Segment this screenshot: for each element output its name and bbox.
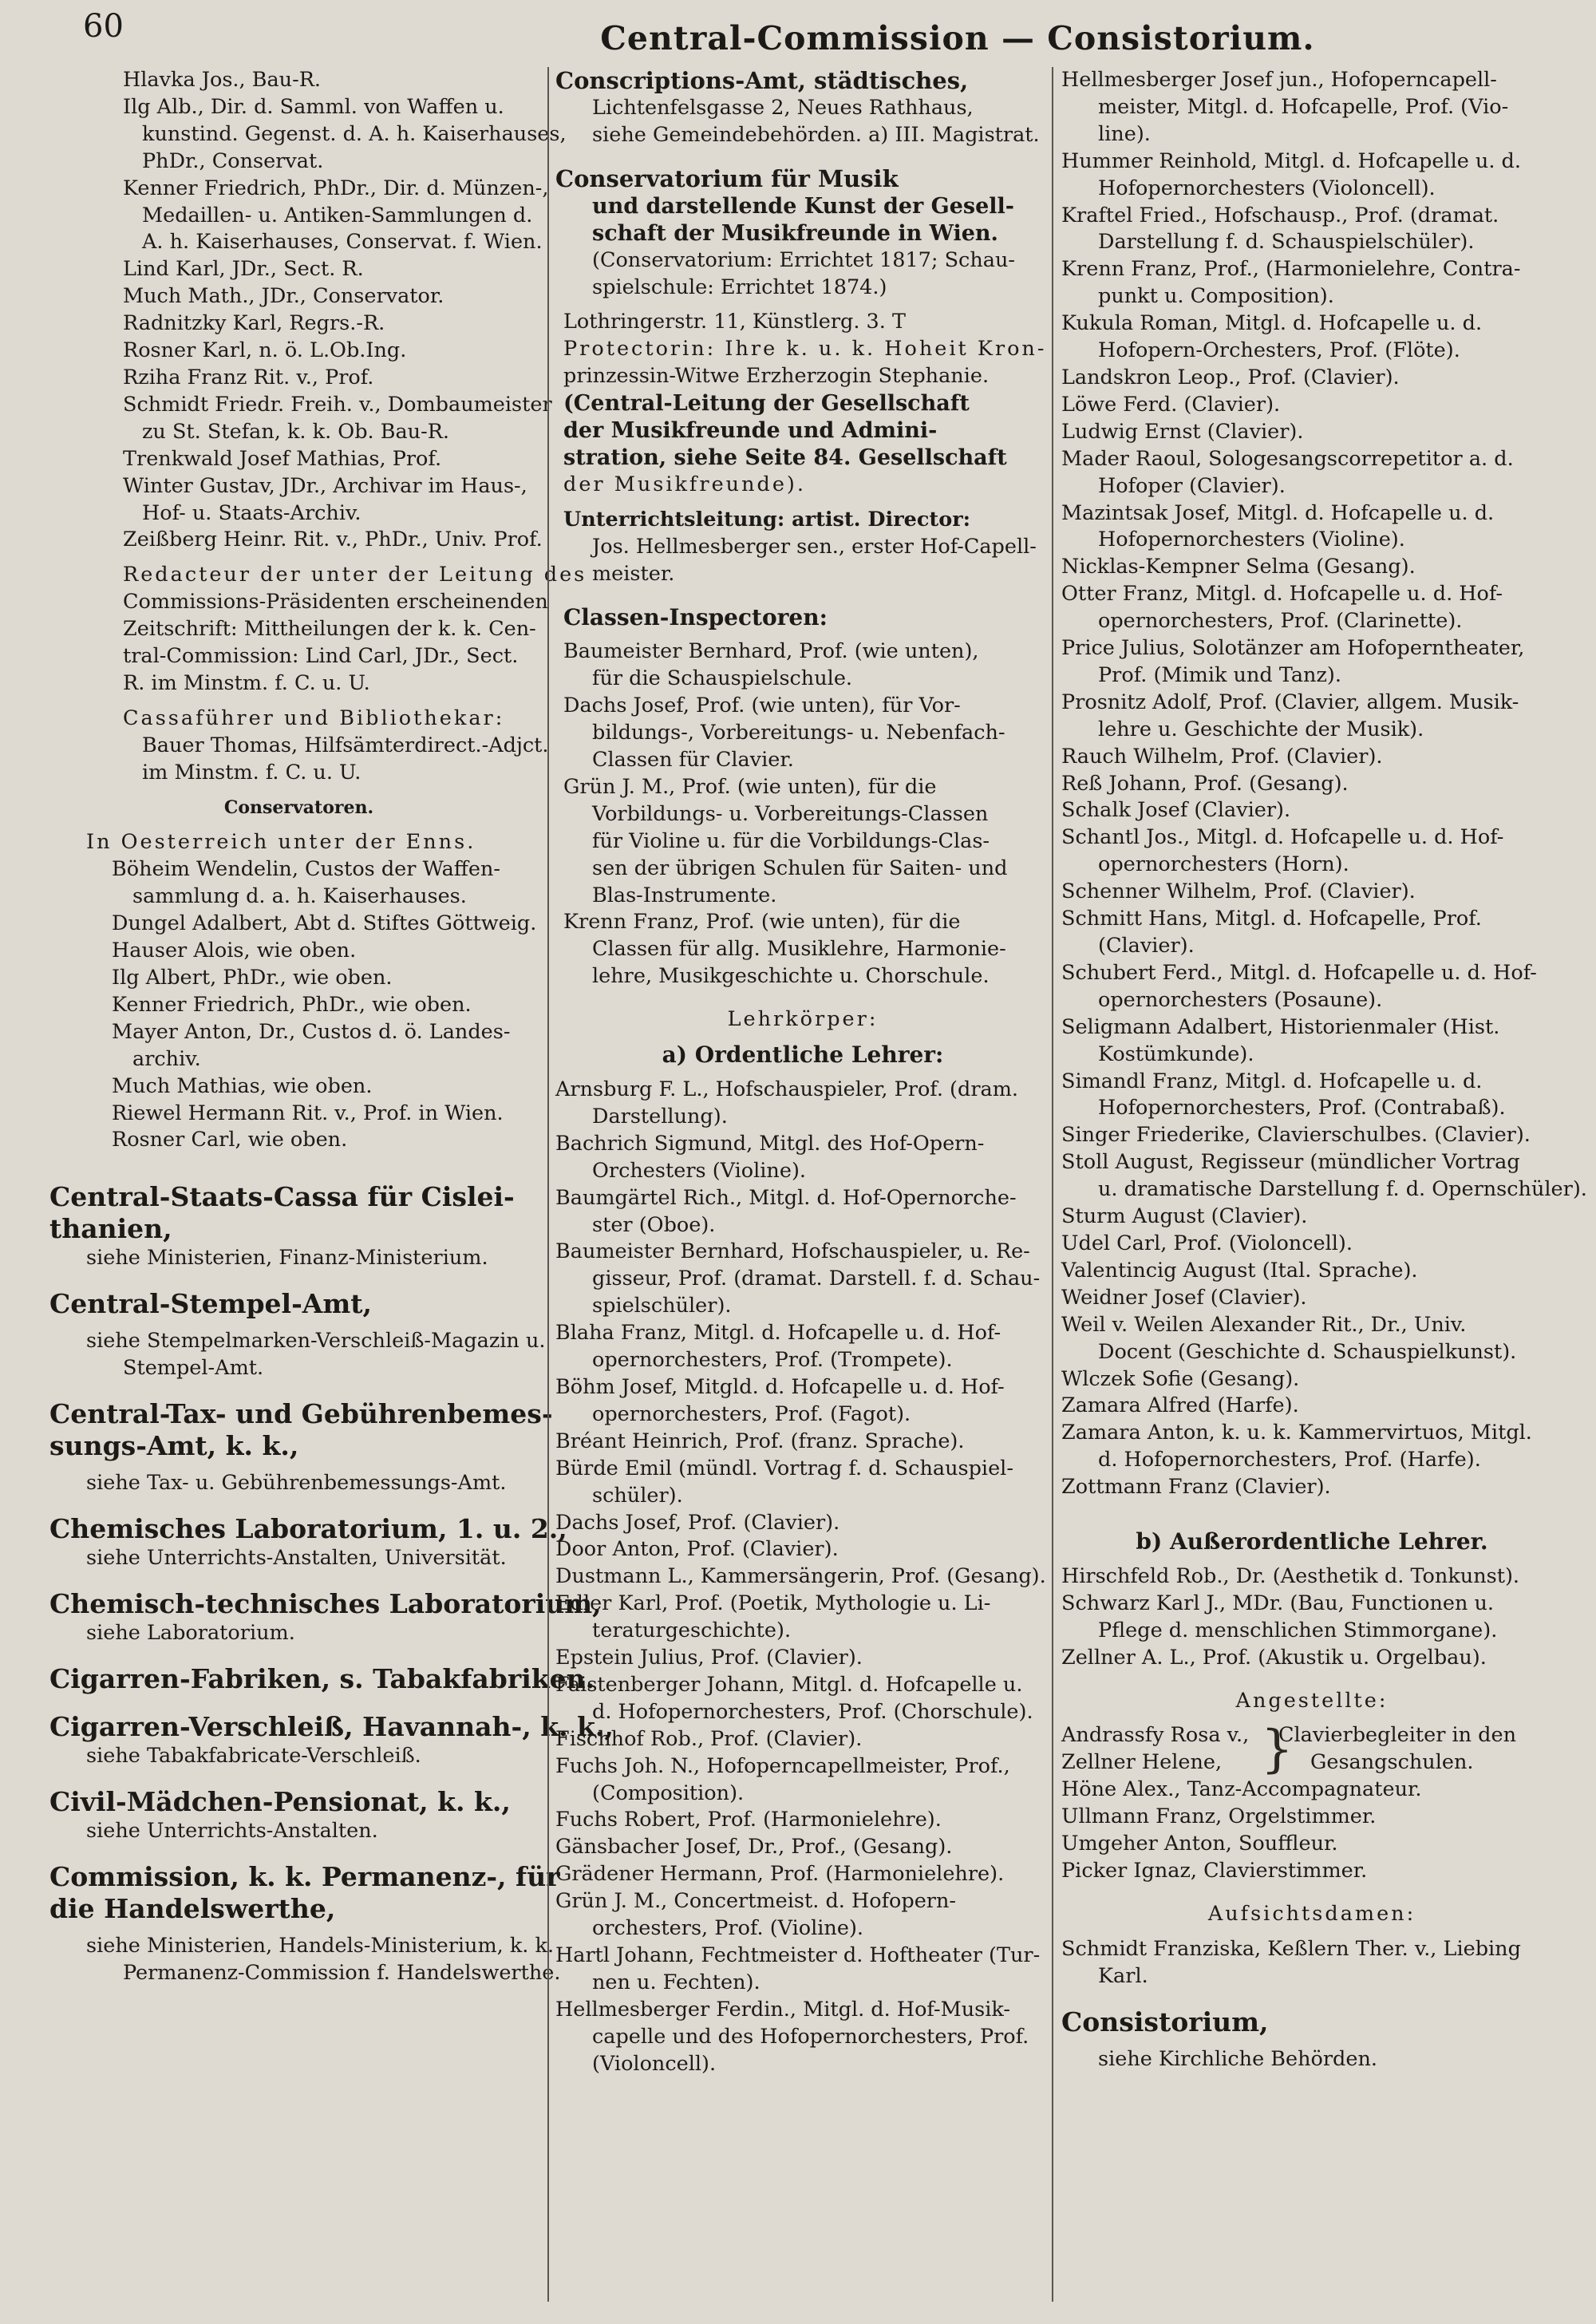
aufsicht-line: Schmidt Franziska, Keßlern Ther. v., Liebing xyxy=(1061,1936,1521,1961)
region-heading: In Oesterreich unter der Enns. xyxy=(86,830,476,855)
member-line: A. h. Kaiserhauses, Conservat. f. Wien. xyxy=(142,230,543,255)
lehrer-line: Mazintsak Josef, Mitgl. d. Hofcapelle u. d. xyxy=(1061,500,1495,525)
lehrer-line: capelle und des Hofopernorchesters, Prof. xyxy=(592,2024,1029,2049)
aufsichtsdamen-heading: Aufsichtsdamen: xyxy=(1207,1901,1416,1926)
lehrer-line: Prosnitz Adolf, Prof. (Clavier, allgem. Musik- xyxy=(1061,690,1519,714)
lehrer-line: punkt u. Composition). xyxy=(1098,284,1334,309)
inspector-line: für die Schauspielschule. xyxy=(592,666,853,691)
lehrer-line: Reß Johann, Prof. (Gesang). xyxy=(1061,771,1349,796)
lehrer-line: Bürde Emil (mündl. Vortrag f. d. Schauspiel- xyxy=(555,1456,1013,1480)
lehrer-line: Bréant Heinrich, Prof. (franz. Sprache). xyxy=(555,1429,965,1453)
member-line: Winter Gustav, JDr., Archivar im Haus-, xyxy=(123,473,527,498)
unterrichtsleitung-block xyxy=(555,507,1050,588)
lehrer-line: Schalk Josef (Clavier). xyxy=(1061,798,1291,823)
central-leitung-line: (Central-Leitung der Gesellschaft xyxy=(563,391,970,417)
lehrer-line: Edler Karl, Prof. (Poetik, Mythologie u. Li- xyxy=(555,1591,991,1616)
entry-chemisch-technisches xyxy=(49,1587,602,1647)
entry-conscriptions-amt xyxy=(555,67,1050,149)
lehrer-line: Darstellung f. d. Schauspielschüler). xyxy=(1098,230,1475,255)
member-line: Kenner Friedrich, PhDr., Dir. d. Münzen-, xyxy=(123,176,549,200)
member-line: Lind Karl, JDr., Sect. R. xyxy=(123,257,364,282)
member-line: Ilg Alb., Dir. d. Samml. von Waffen u. xyxy=(123,94,504,119)
lehrer-line: Valentincig August (Ital. Sprache). xyxy=(1061,1258,1418,1283)
running-title: Central-Commission — Consistorium. xyxy=(600,19,1315,57)
lehrer-line: (Composition). xyxy=(592,1781,745,1805)
address-line: Lothringerstr. 11, Künstlerg. 3. T xyxy=(563,310,907,334)
protectorin-line: Protectorin: Ihre k. u. k. Hoheit Kron- xyxy=(563,337,1047,362)
lehrer-line: Hofopern-Orchesters, Prof. (Flöte). xyxy=(1098,338,1460,363)
lehrer-line: Grün J. M., Concertmeist. d. Hofopern- xyxy=(555,1889,957,1914)
lehrer-line: opernorchesters, Prof. (Trompete). xyxy=(592,1348,953,1373)
entry-title: Central-Tax- und Gebührenbemes- xyxy=(49,1398,553,1430)
entry-line: Lichtenfelsgasse 2, Neues Rathhaus, xyxy=(592,96,974,120)
entry-title: Consistorium, xyxy=(1061,2006,1269,2037)
lehrer-line: Stoll August, Regisseur (mündlicher Vortrag xyxy=(1061,1150,1520,1175)
lehrer-line: Epstein Julius, Prof. (Clavier). xyxy=(555,1646,863,1670)
angestellte-line: Picker Ignaz, Clavierstimmer. xyxy=(1061,1859,1368,1883)
entry-line: Permanenz-Commission f. Handelswerthe. xyxy=(123,1960,561,1985)
lehrer-line: (Clavier). xyxy=(1098,934,1195,958)
lehrer-line: line). xyxy=(1098,121,1151,146)
angestellte-name: Zellner Helene, xyxy=(1061,1750,1223,1775)
aufsichtsdamen-list xyxy=(1061,1936,1562,1990)
lehrer-line: Grädener Hermann, Prof. (Harmonielehre). xyxy=(555,1862,1005,1887)
redacteur-line: Commissions-Präsidenten erscheinenden xyxy=(123,590,548,615)
entry-cigarren-fabriken xyxy=(49,1662,595,1695)
lehrer-line: Hofopernorchesters (Violine). xyxy=(1098,528,1405,552)
ausserordentliche-list xyxy=(1061,1563,1562,1672)
inspector-line: Baumeister Bernhard, Prof. (wie unten), xyxy=(563,639,979,664)
inspector-line: bildungs-, Vorbereitungs- u. Nebenfach- xyxy=(592,721,1005,745)
lehrer-line: Hofopernorchesters, Prof. (Contrabaß). xyxy=(1098,1096,1506,1120)
column-middle xyxy=(547,67,1050,2302)
lehrer-line: Zottmann Franz (Clavier). xyxy=(1061,1475,1331,1500)
lehrer-line: teraturgeschichte). xyxy=(592,1618,792,1643)
lehrer-line: Rauch Wilhelm, Prof. (Clavier). xyxy=(1061,744,1383,769)
redacteur-block xyxy=(49,562,587,698)
angestellte-name: Andrassfy Rosa v., xyxy=(1061,1723,1250,1748)
lehrer-line: ster (Oboe). xyxy=(592,1212,716,1237)
inspector-line: Grün J. M., Prof. (wie unten), für die xyxy=(563,774,937,799)
lehrer-line: Landskron Leop., Prof. (Clavier). xyxy=(1061,365,1400,389)
angestellte-role: Gesangschulen. xyxy=(1310,1750,1474,1775)
entry-title-cont: die Handelswerthe, xyxy=(49,1892,336,1924)
entry-central-staats-cassa xyxy=(49,1181,548,1272)
inspectoren-list xyxy=(555,638,1050,990)
lehrer-line: Wlczek Sofie (Gesang). xyxy=(1061,1366,1300,1391)
conservatoren-list xyxy=(49,856,548,1154)
conservator-line: Riewel Hermann Rit. v., Prof. in Wien. xyxy=(112,1101,504,1125)
commission-members xyxy=(49,67,567,554)
conservator-line: archiv. xyxy=(132,1046,201,1071)
lehrer-line: Hofopernorchesters (Violoncell). xyxy=(1098,176,1436,200)
central-leitung-line: stration, siehe Seite 84. Gesellschaft xyxy=(563,445,1007,470)
section-heading-conservatoren: Conservatoren. xyxy=(223,796,374,818)
lehrer-line: Otter Franz, Mitgl. d. Hofcapelle u. d. Hof- xyxy=(1061,582,1503,607)
inspector-line: Blas-Instrumente. xyxy=(592,883,777,907)
lehrer-line: Weil v. Weilen Alexander Rit., Dr., Univ. xyxy=(1061,1312,1467,1337)
lehrer-line: Docent (Geschichte d. Schauspielkunst). xyxy=(1098,1339,1517,1364)
conservator-line: Much Mathias, wie oben. xyxy=(112,1073,373,1098)
lehrer-line: Zamara Anton, k. u. k. Kammervirtuos, Mitgl. xyxy=(1061,1421,1532,1445)
lehrer-line: Singer Friederike, Clavierschulbes. (Clavier). xyxy=(1061,1123,1531,1148)
lehrer-line: Kraftel Fried., Hofschausp., Prof. (dramat. xyxy=(1061,203,1499,227)
lehrer-line: Ludwig Ernst (Clavier). xyxy=(1061,419,1304,444)
entry-line: siehe Ministerien, Finanz-Ministerium. xyxy=(86,1246,488,1271)
lehrer-line: Kostümkunde). xyxy=(1098,1041,1254,1066)
cassa-block xyxy=(49,706,548,787)
lehrer-line: Fuchs Robert, Prof. (Harmonielehre). xyxy=(555,1808,942,1832)
entry-line: siehe Tax- u. Gebührenbemessungs-Amt. xyxy=(86,1471,507,1496)
lehrer-line: Mader Raoul, Sologesangscorrepetitor a. d. xyxy=(1061,446,1514,471)
conservator-line: Hauser Alois, wie oben. xyxy=(112,939,357,963)
entry-line: siehe Laboratorium. xyxy=(86,1620,295,1645)
inspector-line: Classen für Clavier. xyxy=(592,748,794,773)
entry-title: Conservatorium für Musik xyxy=(555,164,899,192)
lehrer-line: meister, Mitgl. d. Hofcapelle, Prof. (Vio- xyxy=(1098,94,1509,119)
column-right xyxy=(1052,67,1587,2302)
entry-title: Chemisch-technisches Laboratorium, xyxy=(49,1587,602,1619)
entry-central-stempel-amt xyxy=(49,1288,548,1382)
angestellte-line: Umgeher Anton, Souffleur. xyxy=(1061,1832,1338,1856)
redacteur-line: R. im Minstm. f. C. u. U. xyxy=(123,670,370,695)
lehrer-line: Pflege d. menschlichen Stimmorgane). xyxy=(1098,1618,1498,1642)
central-leitung-line: der Musikfreunde). xyxy=(563,472,806,496)
lehrer-line: Dachs Josef, Prof. (Clavier). xyxy=(555,1510,840,1535)
entry-cigarren-verschleiss xyxy=(49,1710,614,1770)
lehrer-line: u. dramatische Darstellung f. d. Opernschüler). xyxy=(1098,1177,1587,1202)
member-line: PhDr., Conservat. xyxy=(142,148,324,173)
lehrer-line: Hellmesberger Josef jun., Hofoperncapell- xyxy=(1061,68,1497,92)
inspector-line: für Violine u. für die Vorbildungs-Clas- xyxy=(592,828,990,853)
inspectoren-heading: Classen-Inspectoren: xyxy=(563,603,828,630)
conservator-line: Böheim Wendelin, Custos der Waffen- xyxy=(112,857,501,882)
cassa-line: Cassaführer und Bibliothekar: xyxy=(123,706,505,730)
member-line: Schmidt Friedr. Freih. v., Dombaumeister xyxy=(123,392,552,417)
entry-title: Chemisches Laboratorium, 1. u. 2., xyxy=(49,1512,567,1544)
lehrer-line: Zellner A. L., Prof. (Akustik u. Orgelbau). xyxy=(1061,1645,1487,1670)
conservator-line: sammlung d. a. h. Kaiserhauses. xyxy=(132,884,467,909)
clavierbegleiter-group xyxy=(1061,1720,1562,1780)
entry-line: siehe Kirchliche Behörden. xyxy=(1098,2046,1378,2071)
unterricht-line: Jos. Hellmesberger sen., erster Hof-Capell- xyxy=(592,534,1037,559)
entry-line: (Conservatorium: Errichtet 1817; Schau- xyxy=(592,247,1016,272)
entry-title: Cigarren-Verschleiß, Havannah-, k. k., xyxy=(49,1710,614,1742)
member-line: Rziha Franz Rit. v., Prof. xyxy=(123,365,374,389)
entry-title: Central-Stempel-Amt, xyxy=(49,1288,373,1320)
page-number: 60 xyxy=(83,8,124,45)
entry-chemisches-laboratorium xyxy=(49,1512,567,1572)
aufsicht-line: Karl. xyxy=(1098,1963,1148,1988)
entry-central-tax-amt xyxy=(49,1398,553,1497)
entry-conservatorium xyxy=(555,165,1050,499)
lehrer-line: Löwe Ferd. (Clavier). xyxy=(1061,392,1281,417)
lehrer-line: Hellmesberger Ferdin., Mitgl. d. Hof-Musik- xyxy=(555,1997,1010,2022)
lehrer-line: Schwarz Karl J., MDr. (Bau, Functionen u. xyxy=(1061,1591,1495,1615)
ausserordentliche-heading: b) Außerordentliche Lehrer. xyxy=(1136,1528,1488,1555)
member-line: Rosner Karl, n. ö. L.Ob.Ing. xyxy=(123,338,407,363)
entry-title: Commission, k. k. Permanenz-, für xyxy=(49,1860,560,1892)
entry-civil-maedchen-pensionat xyxy=(49,1786,548,1845)
angestellte-role: Clavierbegleiter in den xyxy=(1278,1723,1517,1748)
lehrer-line: Faistenberger Johann, Mitgl. d. Hofcapelle u. xyxy=(555,1672,1023,1697)
lehrer-line: (Violoncell). xyxy=(592,2051,717,2076)
conservator-line: Ilg Albert, PhDr., wie oben. xyxy=(112,966,393,990)
lehrer-line: Hirschfeld Rob., Dr. (Aesthetik d. Tonkunst). xyxy=(1061,1563,1520,1588)
lehrer-line: Hummer Reinhold, Mitgl. d. Hofcapelle u. d. xyxy=(1061,148,1521,173)
lehrer-line: Door Anton, Prof. (Clavier). xyxy=(555,1537,839,1562)
ordentliche-lehrer-list xyxy=(555,1077,1050,2078)
member-line: Zeißberg Heinr. Rit. v., PhDr., Univ. Prof. xyxy=(123,528,543,552)
lehrer-line: Arnsburg F. L., Hofschauspieler, Prof. (dram. xyxy=(555,1077,1019,1101)
inspector-line: sen der übrigen Schulen für Saiten- und xyxy=(592,856,1008,880)
lehrer-line: Schantl Jos., Mitgl. d. Hofcapelle u. d. Hof- xyxy=(1061,825,1504,850)
column-left xyxy=(49,67,614,2302)
lehrer-line: Hofoper (Clavier). xyxy=(1098,473,1286,498)
lehrer-line: Dustmann L., Kammersängerin, Prof. (Gesang). xyxy=(555,1564,1046,1589)
entry-title: Civil-Mädchen-Pensionat, k. k., xyxy=(49,1785,511,1817)
lehrkoerper-heading: Lehrkörper: xyxy=(727,1007,879,1032)
entry-title: Central-Staats-Cassa für Cislei- xyxy=(49,1181,515,1213)
lehrer-line: Böhm Josef, Mitgld. d. Hofcapelle u. d. Hof- xyxy=(555,1374,1005,1399)
lehrer-line: d. Hofopernorchesters, Prof. (Harfe). xyxy=(1098,1448,1481,1472)
lehrer-line: Weidner Josef (Clavier). xyxy=(1061,1285,1307,1310)
entry-line: siehe Unterrichts-Anstalten, Universität. xyxy=(86,1545,507,1570)
entry-subtitle: schaft der Musikfreunde in Wien. xyxy=(592,220,998,246)
lehrer-line: Fuchs Joh. N., Hofoperncapellmeister, Prof., xyxy=(555,1753,1010,1778)
lehrer-line: nen u. Fechten). xyxy=(592,1970,760,1994)
lehrer-line: Blaha Franz, Mitgl. d. Hofcapelle u. d. Hof- xyxy=(555,1321,1001,1346)
lehrer-line: Schenner Wilhelm, Prof. (Clavier). xyxy=(1061,879,1416,904)
entry-line: siehe Ministerien, Handels-Ministerium, k. k. xyxy=(86,1933,555,1958)
angestellte-line: Ullmann Franz, Orgelstimmer. xyxy=(1061,1804,1377,1829)
lehrer-line: Hartl Johann, Fechtmeister d. Hoftheater (Tur- xyxy=(555,1943,1041,1967)
lehrer-line: Baumeister Bernhard, Hofschauspieler, u. Re- xyxy=(555,1239,1030,1264)
entry-line: siehe Tabakfabricate-Verschleiß. xyxy=(86,1743,421,1768)
angestellte-line: Höne Alex., Tanz-Accompagnateur. xyxy=(1061,1777,1422,1802)
lehrer-line: Seligmann Adalbert, Historienmaler (Hist. xyxy=(1061,1014,1500,1039)
lehrer-line: spielschüler). xyxy=(592,1294,732,1318)
lehrer-line: Price Julius, Solotänzer am Hofoperntheater, xyxy=(1061,636,1525,661)
member-line: Much Math., JDr., Conservator. xyxy=(123,284,444,309)
brace-glyph: } xyxy=(1261,1720,1294,1780)
lehrer-line: Kukula Roman, Mitgl. d. Hofcapelle u. d. xyxy=(1061,311,1483,336)
inspector-line: Dachs Josef, Prof. (wie unten), für Vor- xyxy=(563,694,961,718)
lehrer-line: gisseur, Prof. (dramat. Darstell. f. d. Schau- xyxy=(592,1267,1041,1291)
member-line: Radnitzky Karl, Regrs.-R. xyxy=(123,311,385,336)
lehrer-line: Schmitt Hans, Mitgl. d. Hofcapelle, Prof. xyxy=(1061,907,1482,931)
angestellte-heading: Angestellte: xyxy=(1235,1688,1389,1713)
cassa-line: im Minstm. f. C. u. U. xyxy=(142,760,361,785)
lehrer-line: Prof. (Mimik und Tanz). xyxy=(1098,662,1341,687)
conservator-line: Rosner Carl, wie oben. xyxy=(112,1128,348,1152)
lehrer-line: opernorchesters, Prof. (Clarinette). xyxy=(1098,609,1463,634)
entry-title: Conscriptions-Amt, städtisches, xyxy=(555,67,969,94)
entry-consistorium xyxy=(1061,2006,1562,2073)
inspector-line: Classen für allg. Musiklehre, Harmonie- xyxy=(592,937,1006,962)
lehrer-line: Udel Carl, Prof. (Violoncell). xyxy=(1061,1231,1353,1255)
unterricht-line: Unterrichtsleitung: artist. Director: xyxy=(563,507,971,532)
entry-line: siehe Unterrichts-Anstalten. xyxy=(86,1818,378,1843)
entry-commission-permanenz xyxy=(49,1860,561,1987)
lehrer-line: Baumgärtel Rich., Mitgl. d. Hof-Opernorche- xyxy=(555,1185,1017,1210)
inspector-line: Vorbildungs- u. Vorbereitungs-Classen xyxy=(592,801,989,826)
entry-line: Stempel-Amt. xyxy=(123,1356,264,1381)
protectorin-line: prinzessin-Witwe Erzherzogin Stephanie. xyxy=(563,364,990,389)
entry-line: spielschule: Errichtet 1874.) xyxy=(592,275,887,299)
lehrer-line: Gänsbacher Josef, Dr., Prof., (Gesang). xyxy=(555,1835,953,1860)
member-line: kunstind. Gegenst. d. A. h. Kaiserhauses, xyxy=(142,121,567,146)
lehrer-line: Zamara Alfred (Harfe). xyxy=(1061,1393,1299,1418)
entry-title-cont: thanien, xyxy=(49,1213,172,1245)
lehrer-line: opernorchesters, Prof. (Fagot). xyxy=(592,1401,911,1426)
ordentliche-lehrer-list-cont xyxy=(1061,67,1587,1501)
lehrer-line: Fischhof Rob., Prof. (Clavier). xyxy=(555,1726,863,1751)
unterricht-line: meister. xyxy=(592,561,675,586)
inspector-line: lehre, Musikgeschichte u. Chorschule. xyxy=(592,964,990,989)
redacteur-line: Zeitschrift: Mittheilungen der k. k. Cen- xyxy=(123,617,536,642)
lehrer-line: opernorchesters (Horn). xyxy=(1098,852,1349,877)
lehrer-line: Darstellung). xyxy=(592,1104,728,1128)
entry-line: siehe Stempelmarken-Verschleiß-Magazin u. xyxy=(86,1329,546,1354)
member-line: Trenkwald Josef Mathias, Prof. xyxy=(123,446,442,471)
member-line: Hof- u. Staats-Archiv. xyxy=(142,500,361,525)
member-line: Medaillen- u. Antiken-Sammlungen d. xyxy=(142,203,533,227)
redacteur-line: Redacteur der unter der Leitung des xyxy=(123,563,587,587)
lehrer-line: Schubert Ferd., Mitgl. d. Hofcapelle u. d. Hof- xyxy=(1061,960,1537,985)
angestellte-list xyxy=(1061,1777,1562,1885)
ordentliche-heading: a) Ordentliche Lehrer: xyxy=(662,1041,944,1069)
lehrer-line: Orchesters (Violine). xyxy=(592,1158,806,1183)
cassa-line: Bauer Thomas, Hilfsämterdirect.-Adjct. xyxy=(142,733,549,757)
entry-title-cont: sungs-Amt, k. k., xyxy=(49,1430,299,1462)
lehrer-line: schüler). xyxy=(592,1483,683,1508)
conservator-line: Mayer Anton, Dr., Custos d. ö. Landes- xyxy=(112,1019,511,1044)
inspector-line: Krenn Franz, Prof. (wie unten), für die xyxy=(563,910,961,935)
lehrer-line: Nicklas-Kempner Selma (Gesang). xyxy=(1061,555,1416,579)
conservator-line: Kenner Friedrich, PhDr., wie oben. xyxy=(112,992,472,1017)
lehrer-line: d. Hofopernorchesters, Prof. (Chorschule). xyxy=(592,1699,1033,1724)
redacteur-line: tral-Commission: Lind Carl, JDr., Sect. xyxy=(123,644,519,669)
lehrer-line: lehre u. Geschichte der Musik). xyxy=(1098,717,1424,741)
lehrer-line: opernorchesters (Posaune). xyxy=(1098,987,1383,1012)
member-line: zu St. Stefan, k. k. Ob. Bau-R. xyxy=(142,419,450,444)
central-leitung-line: der Musikfreunde und Admini- xyxy=(563,418,938,444)
entry-subtitle: und darstellende Kunst der Gesell- xyxy=(592,193,1014,219)
entry-line: siehe Gemeindebehörden. a) III. Magistrat. xyxy=(592,122,1040,147)
lehrer-line: Simandl Franz, Mitgl. d. Hofcapelle u. d. xyxy=(1061,1069,1483,1093)
lehrer-line: Krenn Franz, Prof., (Harmonielehre, Contra- xyxy=(1061,257,1521,282)
entry-title: Cigarren-Fabriken, s. Tabakfabriken. xyxy=(49,1662,595,1694)
conservator-line: Dungel Adalbert, Abt d. Stiftes Göttweig. xyxy=(112,911,537,936)
member-line: Hlavka Jos., Bau-R. xyxy=(123,68,322,92)
lehrer-line: Sturm August (Clavier). xyxy=(1061,1204,1308,1229)
lehrer-line: orchesters, Prof. (Violine). xyxy=(592,1916,863,1941)
lehrer-line: Bachrich Sigmund, Mitgl. des Hof-Opern- xyxy=(555,1131,985,1156)
